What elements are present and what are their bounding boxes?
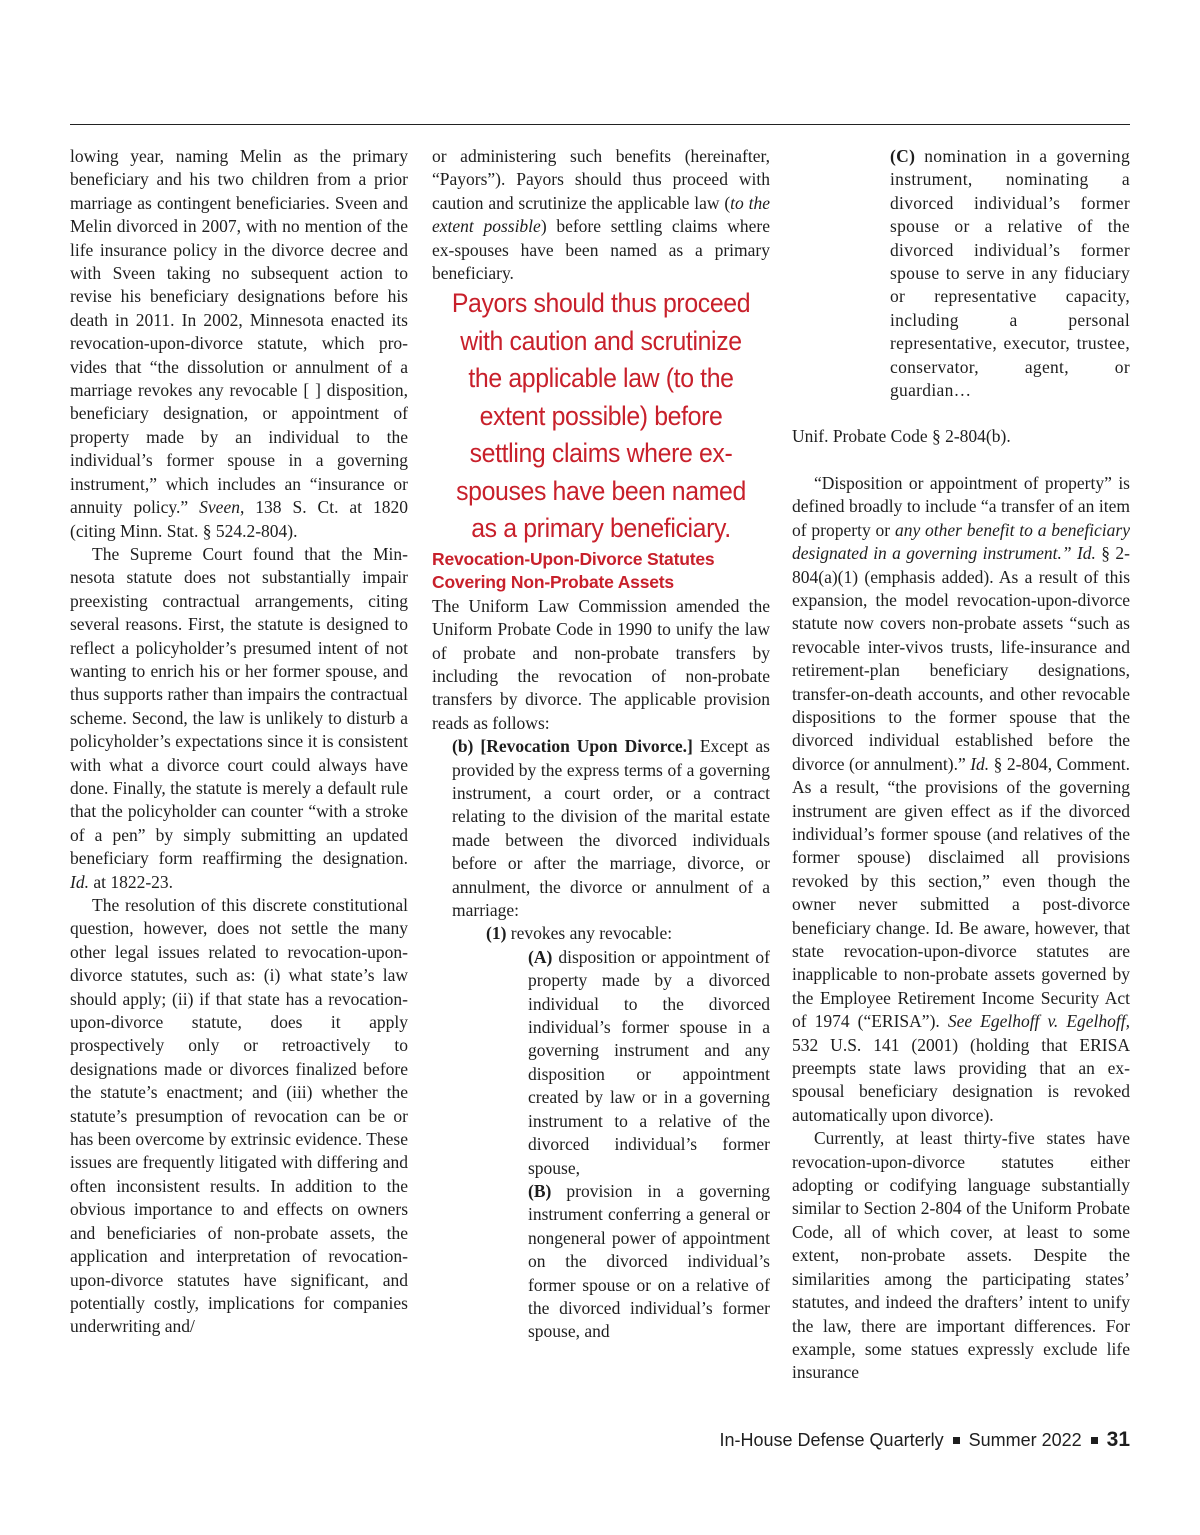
- paragraph: or administering such benefits (hereinafter, “Payors”). Payors should thus proceed with caution and scrutinize the applicable law (to the extent possible) before settling claims where ex-spouses have been named as a primary beneficiary.: [432, 146, 771, 284]
- paragraph: “Disposition or appointment of property” is defined broadly to include “a transfer of an item of property or any other benefit to a beneficiary designated in a governing instrument.” Id. § 2-804(a)(1) (emphasis added). As a result of this expansion, the model revocation-upon-divorce statute now covers non-probate assets “such as revocable inter-vivos trusts, life-insurance and retirement-plan beneficiary designations, transfer-on-death accounts, and other revocable dispositions to the former spouse that the divorced individual established before the divorce (or annulment).” Id. § 2-804, Comment. As a result, “the provisions of the governing instrument are given effect as if the divorced individual’s former spouse (and relatives of the former spouse) disclaimed all provisions revoked by this section,” even though the owner never submitted a post-divorce beneficiary change. Id. Be aware, however, that state revocation-upon-divorce statutes are inapplicable to non-probate assets governed by the Employee Retirement Income Security Act of 1974 (“ERISA”). See Egelhoff v. Egelhoff, 532 U.S. 141 (2001) (holding that ERISA preempts state laws providing that an ex-spousal beneficiary designation is revoked automatically upon divorce).: [792, 472, 1131, 1125]
- page-footer: [719, 1428, 1130, 1452]
- column-2: [432, 145, 770, 1344]
- statute-item-1: (1) revokes any revocable:: [486, 923, 673, 944]
- statute-item-b: (B) provision in a governing instrument conferring a general or nongeneral power of appointment on the divorced individual’s former spouse or on a relative of the divorced individual’s former spouse, and: [528, 1180, 770, 1342]
- column-3: [792, 145, 1130, 1385]
- paragraph: lowing year, naming Melin as the primary beneficiary and his two children from a prior marriage as contingent beneficiaries. Sveen and Melin divorced in 2007, with no mention of the life insurance policy in the divorce decree and with Sveen taking no subsequent action to revise his beneficiary designations before his death in 2011. In 2002, Minnesota enacted its revocation-upon-divorce statute, which provides that “the dissolution or annulment of a marriage revokes any revocable [ ] disposition, beneficiary designation, or appointment of property made by an individual to the individual’s former spouse in a governing instrument,” which includes an “insurance or annuity policy.” Sveen, 138 S. Ct. at 1820 (citing Minn. Stat. § 524.2-804).: [70, 146, 408, 541]
- paragraph: The Supreme Court found that the Minnesota statute does not substantially impair preexisting contractual arrangements, citing several reasons. First, the statute is designed to reflect a policyholder’s presumed intent of not wanting to enrich his or her former spouse, and thus supports rather than impairs the contractual scheme. Second, the law is unlikely to disturb a policyholder’s expectations since it is consistent with what a divorce court could always have done. Finally, the statute is merely a default rule that the policyholder can counter “with a stroke of a pen” by simply submitting an updated beneficiary form reaffirming the designation. Id. at 1822-23.: [70, 543, 408, 892]
- publication-name: In-House Defense Quarterly: [719, 1429, 944, 1450]
- statute-item-a: (A) disposition or appointment of property made by a divorced individual to the divorced individual’s former spouse in a governing instrument and any disposition or appointment created by law or in a governing instrument to a relative of the divorced individual’s former spouse,: [528, 946, 770, 1178]
- paragraph: The resolution of this discrete constitutional question, however, does not settle the many other legal issues related to revocation-upon-divorce statutes, such as: (i) what state’s law should apply; (ii) if that state has a revocation-upon-divorce statute, does it apply prospectively only or retroactively to designations made or divorces finalized before the statute’s enactment; and (iii) whether the statute’s presumption of revocation can be or has been overcome by extrinsic evidence. These issues are frequently litigated with differing and often inconsistent results. In addition to the obvious importance to and effects on owners and beneficiaries of non-probate assets, the application and interpretation of revocation-upon-divorce statutes have significant, and potentially costly, implications for companies underwriting and/: [70, 895, 408, 1337]
- header-rule: [70, 124, 1130, 125]
- paragraph: Currently, at least thirty-five states have revocation-upon-divorce statutes either adopting or codifying language substantially similar to Section 2-804 of the Uniform Probate Code, all of which cover, at least to some extent, non-probate assets. Despite the similarities among the participating states’ statutes, and indeed the drafters’ intent to unify the law, there are important differences. For example, some statues expressly exclude life insurance: [792, 1128, 1130, 1383]
- pull-quote: Payors should thus proceed with caution and scrutinize the applicable law (to the extent possible) before settling claims where ex-spouses have been named as a primary beneficiary.: [451, 288, 751, 544]
- section-heading: Revocation-Upon-Divorce Statutes Covering Non-Probate Assets: [432, 548, 715, 593]
- issue-date: Summer 2022: [968, 1429, 1082, 1450]
- spacer: [792, 402, 1130, 425]
- statute-subsection-b: (b) [Revocation Upon Divorce.] Except as provided by the express terms of a governing instrument, a court order, or a contract relating to the division of the marital estate made between the divorced individuals before or after the marriage, divorce, or annulment, the divorce or annulment of a marriage:: [452, 736, 770, 921]
- column-1: [70, 145, 408, 1339]
- separator-square-icon: [953, 1437, 960, 1444]
- spacer: [792, 449, 1130, 472]
- page-number: 31: [1106, 1428, 1130, 1451]
- statute-citation: Unif. Probate Code § 2-804(b).: [792, 426, 1011, 447]
- separator-square-icon: [1091, 1437, 1098, 1444]
- paragraph: The Uniform Law Commission amended the Uniform Probate Code in 1990 to unify the law of probate and non-probate transfers by including the revocation of non-probate transfers by divorce. The applicable provision reads as follows:: [432, 595, 770, 733]
- statute-item-c: (C) nomination in a governing instrument, nominating a divorced individual’s former spouse or a relative of the divorced individual’s former spouse to serve in any fiduciary or representative capacity, including a personal representative, executor, trustee, conservator, agent, or guardian…: [890, 146, 1130, 401]
